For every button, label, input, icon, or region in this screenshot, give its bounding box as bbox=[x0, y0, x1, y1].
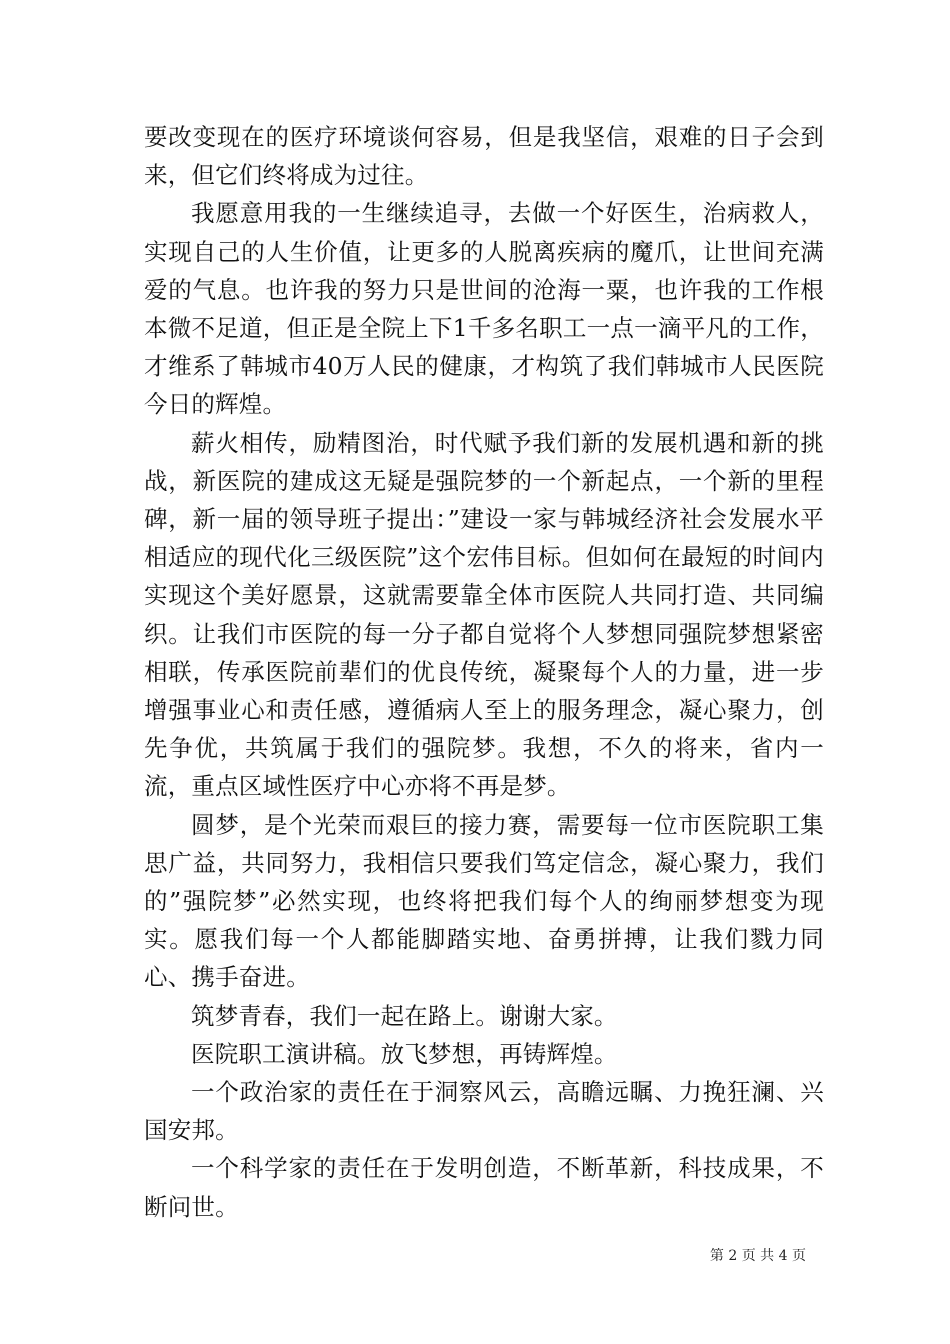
paragraph-3: 薪火相传，励精图治，时代赋予我们新的发展机遇和新的挑战，新医院的建成这无疑是强院梦的一个新起点，一个新的里程碑，新一届的领导班子提出：”建设一家与韩城经济社会发展水平相适应的现代化三级医院”这个宏伟目标。但如何在最短的时间内实现这个美好愿景，这就需要靠全体市医院人共同打造、共同编织。让我们市医院的每一分子都自觉将个人梦想同强院梦想紧密相联，传承医院前辈们的优良传统，凝聚每个人的力量，进一步增强事业心和责任感，遵循病人至上的服务理念，凝心聚力，创先争优，共筑属于我们的强院梦。我想，不久的将来，省内一流，重点区域性医疗中心亦将不再是梦。 bbox=[144, 428, 824, 801]
paragraph-2: 我愿意用我的一生继续追寻，去做一个好医生，治病救人，实现自己的人生价值，让更多的人脱离疾病的魔爪，让世间充满爱的气息。也许我的努力只是世间的沧海一粟，也许我的工作根本微不足道，但正是全院上下1千多名职工一点一滴平凡的工作，才维系了韩城市40万人民的健康，才构筑了我们韩城市人民医院今日的辉煌。 bbox=[144, 199, 824, 419]
paragraph-8: 一个科学家的责任在于发明创造，不断革新，科技成果，不断问世。 bbox=[144, 1154, 824, 1221]
paragraph-5: 筑梦青春，我们一起在路上。谢谢大家。 bbox=[191, 1001, 618, 1030]
paragraph-7: 一个政治家的责任在于洞察风云，高瞻远瞩、力挽狂澜、兴国安邦。 bbox=[144, 1078, 824, 1145]
paragraph-1: 要改变现在的医疗环境谈何容易，但是我坚信，艰难的日子会到来，但它们终将成为过往。 bbox=[144, 123, 824, 190]
paragraph-6: 医院职工演讲稿。放飞梦想，再铸辉煌。 bbox=[191, 1039, 618, 1068]
document-body bbox=[144, 118, 824, 1226]
paragraph-4: 圆梦，是个光荣而艰巨的接力赛，需要每一位市医院职工集思广益，共同努力，我相信只要我们笃定信念，凝心聚力，我们的”强院梦”必然实现，也终将把我们每个人的绚丽梦想变为现实。愿我们每一个人都能脚踏实地、奋勇拼搏，让我们戮力同心、携手奋进。 bbox=[144, 810, 824, 992]
page-number: 第 2 页 共 4 页 bbox=[709, 1248, 806, 1264]
